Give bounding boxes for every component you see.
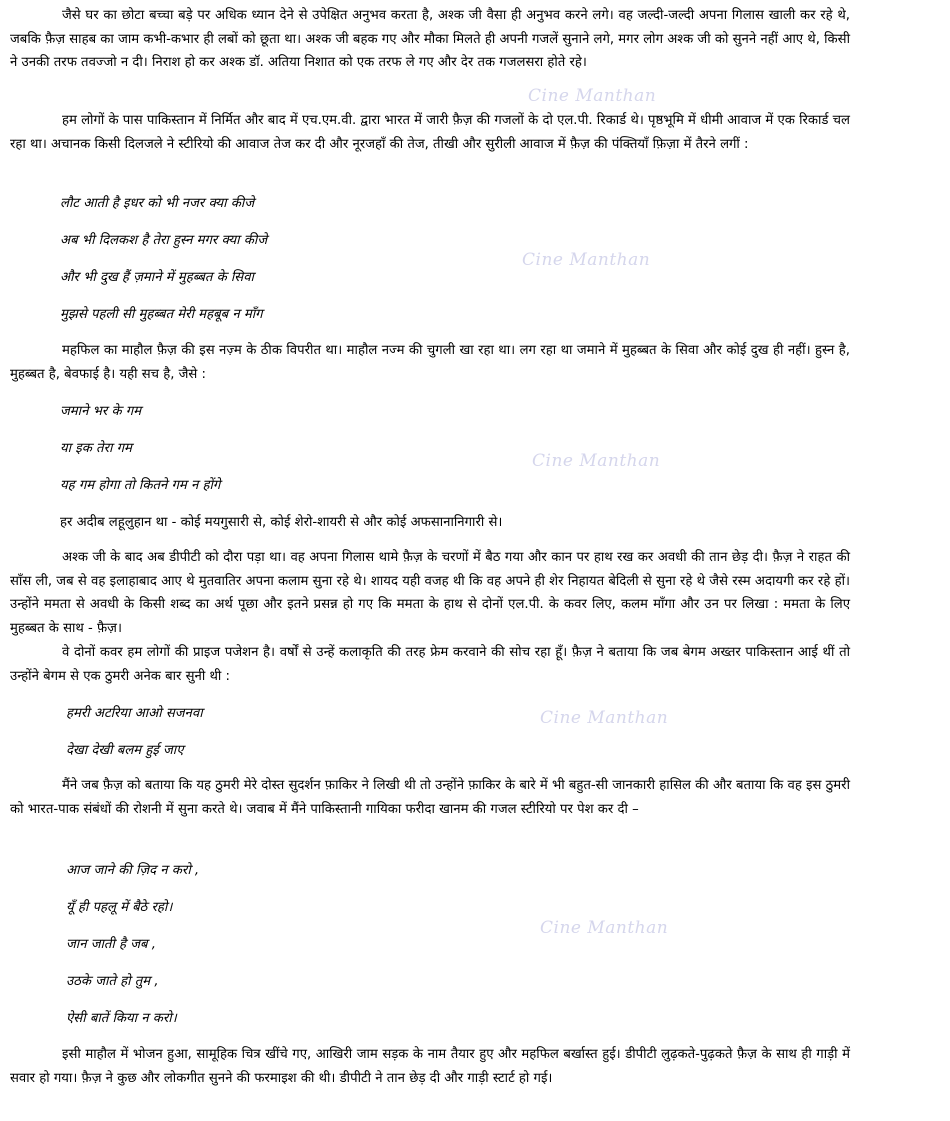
verse-line: यह गम होगा तो कितने गम न होंगे: [60, 478, 221, 493]
verse-line: देखा देखी बलम हुई जाए: [66, 743, 184, 758]
paragraph: जैसे घर का छोटा बच्चा बड़े पर अधिक ध्यान देने से उपेक्षित अनुभव करता है, अश्क जी वैसा ही अनुभव करने लगे। वह जल्दी-जल्दी अपना गिलास खाली कर रहे थे, जबकि फ़ैज़ साहब का जाम कभी-कभार ही लबों को छूता था। अश्क जी बहक गए और मौका मिलते ही अपनी गजलें सुनाने लगे, मगर लोग अश्क जी को सुनने नहीं आए थे, किसी ने उनकी तरफ तवज्जो न दी। निराश हो कर अश्क डॉ. अतिया निशात को एक तरफ ले गए और देर तक गजलसरा होते रहे।: [10, 8, 850, 70]
paragraph: इसी माहौल में भोजन हुआ, सामूहिक चित्र खींचे गए, आखिरी जाम सड़क के नाम तैयार हुए और महफिल बर्खास्त हुई। डीपीटी लुढ़कते-पुढ़कते फ़ैज़ के साथ ही गाड़ी में सवार हो गया। फ़ैज़ ने कुछ और लोकगीत सुनने की फरमाइश की थी। डीपीटी ने तान छेड़ दी और गाड़ी स्टार्ट हो गई।: [10, 1047, 850, 1086]
watermark: Cine Manthan: [532, 451, 661, 471]
verse-line: या इक तेरा गम: [60, 441, 132, 456]
paragraph: मैंने जब फ़ैज़ को बताया कि यह ठुमरी मेरे दोस्त सुदर्शन फ़ाकिर ने लिखी थी तो उन्होंने फ़ाकिर के बारे में भी बहुत-सी जानकारी हासिल की और बताया कि वह इस ठुमरी को भारत-पाक संबंधों की रोशनी में सुना करते थे। जवाब में मैंने पाकिस्तानी गायिका फरीदा खानम की गजल स्टीरियो पर पेश कर दी –: [10, 778, 850, 817]
watermark: Cine Manthan: [528, 86, 657, 106]
paragraph: वे दोनों कवर हम लोगों की प्राइज पजेशन है। वर्षों से उन्हें कलाकृति की तरह फ्रेम करवाने की सोच रहा हूँ। फ़ैज़ ने बताया कि जब बेगम अख्तर पाकिस्तान आई थीं तो उन्होंने बेगम से एक ठुमरी अनेक बार सुनी थी :: [10, 645, 850, 684]
verse-line: मुझसे पहली सी मुहब्बत मेरी महबूब न माँग: [60, 307, 263, 322]
paragraph: हर अदीब लहूलुहान था - कोई मयगुसारी से, कोई शेरो-शायरी से और कोई अफसानानिगारी से।: [60, 515, 503, 530]
verse-line: ऐसी बातें किया न करो।: [66, 1011, 177, 1026]
verse-line: लौट आती है इधर को भी नजर क्या कीजे: [60, 196, 255, 211]
verse-line: जमाने भर के गम: [60, 404, 142, 419]
verse-line: अब भी दिलकश है तेरा हुस्न मगर क्या कीजे: [60, 233, 268, 248]
watermark: Cine Manthan: [522, 250, 651, 270]
watermark: Cine Manthan: [540, 918, 669, 938]
paragraph: महफिल का माहौल फ़ैज़ की इस नज़्म के ठीक विपरीत था। माहौल नज्म की चुगली खा रहा था। लग रहा था जमाने में मुहब्बत के सिवा और कोई दुख ही नहीं। हुस्न है, मुहब्बत है, बेवफाई है। यही सच है, जैसे :: [10, 343, 850, 382]
watermark: Cine Manthan: [540, 708, 669, 728]
verse-line: यूँ ही पहलू में बैठे रहो।: [66, 900, 173, 915]
verse-line: उठके जाते हो तुम ,: [66, 974, 159, 989]
verse-line: जान जाती है जब ,: [66, 937, 156, 952]
verse-line: हमरी अटरिया आओ सजनवा: [66, 706, 203, 721]
paragraph: अश्क जी के बाद अब डीपीटी को दौरा पड़ा था। वह अपना गिलास थामे फ़ैज़ के चरणों में बैठ गया और कान पर हाथ रख कर अवधी की तान छेड़ दी। फ़ैज़ ने राहत की साँस ली, जब से वह इलाहाबाद आए थे मुतवातिर अपना कलाम सुना रहे थे। शायद यही वजह थी कि वह अपने ही शेर निहायत बेदिली से सुना रहे थे जैसे रस्म अदायगी कर रहे हों। उन्होंने ममता से अवधी के किसी शब्द का अर्थ पूछा और इतने प्रसन्न हो गए कि ममता के हाथ से दोनों एल.पी. के कवर लिए, कलम माँगा और उन पर लिखा : ममता के लिए मुहब्बत के साथ - फ़ैज़।: [10, 550, 850, 636]
verse-line: आज जाने की ज़िद न करो ,: [66, 863, 200, 878]
paragraph: हम लोगों के पास पाकिस्तान में निर्मित और बाद में एच.एम.वी. द्वारा भारत में जारी फ़ैज़ की गजलों के दो एल.पी. रिकार्ड थे। पृष्ठभूमि में धीमी आवाज में एक रिकार्ड चल रहा था। अचानक किसी दिलजले ने स्टीरियो की आवाज तेज कर दी और नूरजहाँ की तेज, तीखी और सुरीली आवाज में फ़ैज़ की पंक्तियाँ फ़िज़ा में तैरने लगीं :: [10, 113, 850, 152]
verse-line: और भी दुख हैं ज़माने में मुहब्बत के सिवा: [60, 270, 254, 285]
